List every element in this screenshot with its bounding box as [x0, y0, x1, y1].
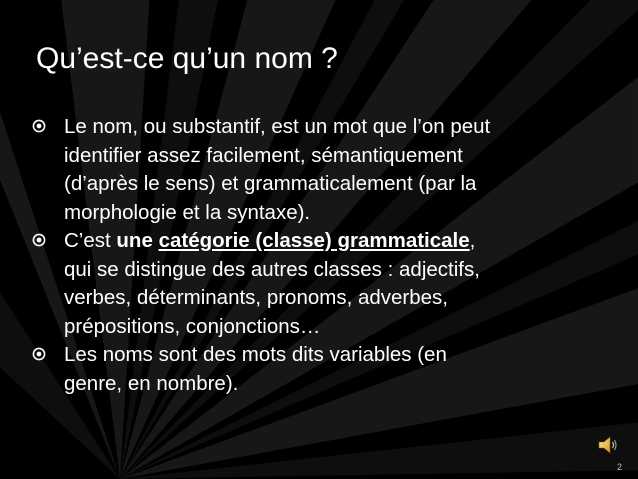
- bullet-item-category: [32, 227, 617, 341]
- bullet-item-variable: [32, 341, 617, 398]
- bullet-text-line: qui se distingue des autres classes : adjectifs,: [64, 257, 480, 281]
- bullet-item-definition: [32, 113, 617, 227]
- circled-dot-bullet-icon: [32, 119, 46, 133]
- circled-dot-bullet-icon: [32, 233, 46, 247]
- text-suffix: ,: [469, 229, 476, 252]
- speaker-icon[interactable]: [597, 434, 619, 456]
- bullet-text-line-rich: [64, 227, 617, 256]
- bullet-text-line: Le nom, ou substantif, est un mot que l’on peut: [64, 115, 491, 138]
- bullet-text-line: identifier assez facilement, sémantiquement: [64, 143, 463, 167]
- circled-dot-bullet-icon: [32, 347, 46, 361]
- bullet-text-line: verbes, déterminants, pronoms, adverbes,: [64, 286, 448, 309]
- bullet-text-line: (d’après le sens) et grammaticalement (par la: [64, 172, 477, 195]
- bullet-text-line: Les noms sont des mots dits variables (en: [64, 343, 447, 366]
- text-prefix: C’est: [64, 229, 117, 252]
- page-number: 2: [616, 462, 622, 472]
- bullet-list: [32, 113, 617, 398]
- underlined-bold-text: catégorie (classe) grammaticale: [158, 229, 470, 252]
- bullet-text-line: morphologie et la syntaxe).: [64, 200, 311, 224]
- bullet-text-line: genre, en nombre).: [64, 371, 239, 395]
- bullet-text-line: prépositions, conjonctions…: [64, 314, 321, 338]
- bold-text: une: [116, 229, 153, 252]
- slide-title: Qu’est-ce qu’un nom ?: [36, 42, 338, 75]
